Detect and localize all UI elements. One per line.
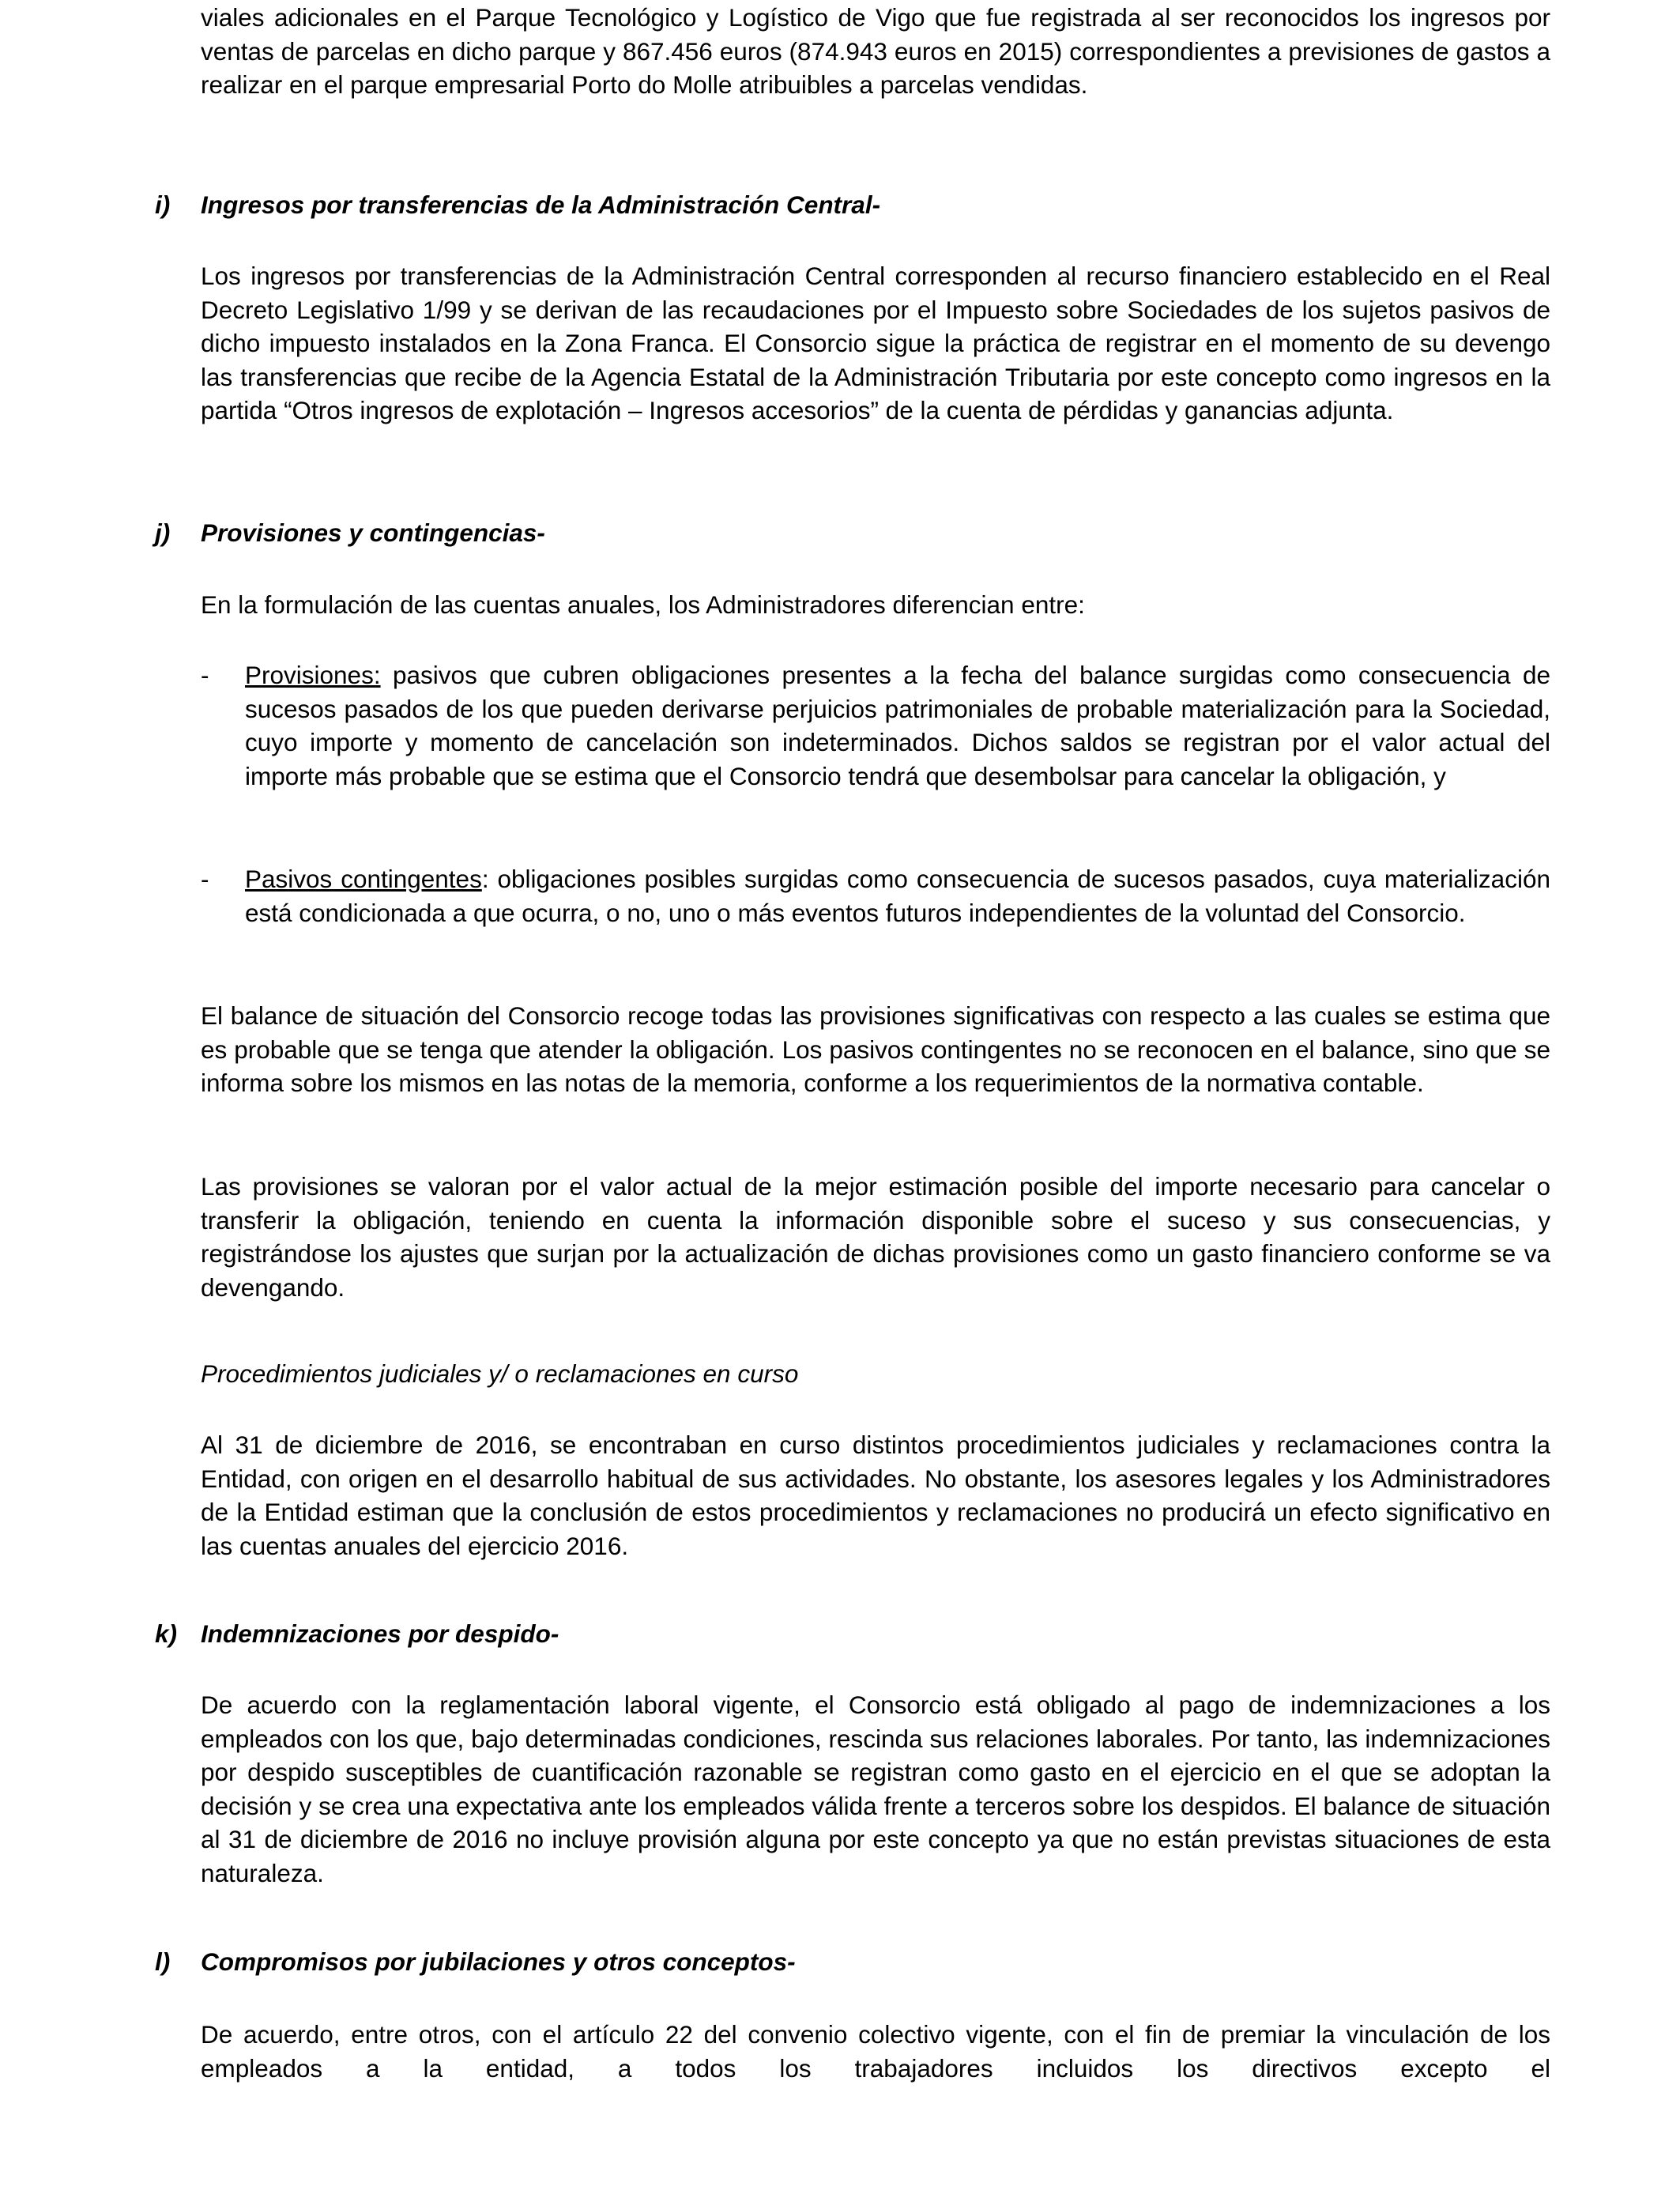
section-i-title: Ingresos por transferencias de la Administración Central- — [201, 190, 881, 219]
section-l-heading — [155, 1945, 1546, 1979]
bullet-dash: - — [201, 661, 209, 689]
section-k-letter: k) — [155, 1619, 178, 1648]
section-j-intro: En la formulación de las cuentas anuales, los Administradores diferencian entre: — [201, 590, 1085, 619]
section-j-paragraph-1: El balance de situación del Consorcio recoge todas las provisiones significativas con respecto a las cuales se estima que es probable que se tenga que atender la obligación. Los pasivos contingentes no se reconocen en el balance, sino que se informa sobre los mismos en las notas de la memoria, conforme a los requerimientos de la normativa contable. — [201, 1001, 1550, 1097]
bullet-term: Provisiones: — [245, 661, 381, 689]
bullet-text — [245, 862, 1550, 929]
section-i-letter: i) — [155, 190, 171, 219]
section-l-paragraph: De acuerdo, entre otros, con el artículo 22 del convenio colectivo vigente, con el fin de premiar la vinculación de los empleados a la entidad, a todos los trabajadores incluidos los directivos excepto el — [201, 2020, 1550, 2083]
section-l-title: Compromisos por jubilaciones y otros conceptos- — [201, 1947, 796, 1976]
bullet-dash: - — [201, 865, 209, 893]
section-i-paragraph: Los ingresos por transferencias de la Administración Central corresponden al recurso financiero establecido en el Real Decreto Legislativo 1/99 y se derivan de las recaudaciones por el Impuesto sobre Sociedades de los sujetos pasivos de dicho impuesto instalados en la Zona Franca. El Consorcio sigue la práctica de registrar en el momento de su devengo las transferencias que recibe de la Agencia Estatal de la Administración Tributaria por este concepto como ingresos en la partida “Otros ingresos de explotación – Ingresos accesorios” de la cuenta de pérdidas y ganancias adjunta. — [201, 262, 1550, 424]
section-i-heading — [155, 188, 1546, 222]
section-j-title: Provisiones y contingencias- — [201, 518, 545, 547]
section-j-paragraph-2: Las provisiones se valoran por el valor actual de la mejor estimación posible del importe necesario para cancelar o transferir la obligación, teniendo en cuenta la información disponible sobre el suceso y sus consecuencias, y registrándose los ajustes que surjan por la actualización de dichas provisiones como un gasto financiero conforme se va devengando. — [201, 1172, 1550, 1302]
intro-paragraph: viales adicionales en el Parque Tecnológico y Logístico de Vigo que fue registrada al ser reconocidos los ingresos por ventas de parcelas en dicho parque y 867.456 euros (874.943 euros en 2015) correspondientes a previsiones de gastos a realizar en el parque empresarial Porto do Molle atribuibles a parcelas vendidas. — [201, 3, 1550, 99]
section-k-heading — [155, 1617, 1546, 1651]
bullet-rest: pasivos que cubren obligaciones presentes a la fecha del balance surgidas como consecuencia de sucesos pasados de los que pueden derivarse perjuicios patrimoniales de probable materialización para la Sociedad, cuyo importe y momento de cancelación son indeterminados. Dichos saldos se registran por el valor actual del importe más probable que se estima que el Consorcio tendrá que desembolsar para cancelar la obligación, y — [245, 661, 1550, 790]
section-l-letter: l) — [155, 1947, 171, 1976]
section-k-title: Indemnizaciones por despido- — [201, 1619, 559, 1648]
bullet-rest: : obligaciones posibles surgidas como consecuencia de sucesos pasados, cuya materialización está condicionada a que ocurra, o no, uno o más eventos futuros independientes de la voluntad del Consorcio. — [245, 865, 1550, 927]
bullet-provisiones — [201, 658, 1550, 793]
bullet-term: Pasivos contingentes — [245, 865, 482, 893]
section-k-paragraph: De acuerdo con la reglamentación laboral vigente, el Consorcio está obligado al pago de indemnizaciones a los empleados con los que, bajo determinadas condiciones, rescinda sus relaciones laborales. Por tanto, las indemnizaciones por despido susceptibles de cuantificación razonable se registran como gasto en el ejercicio en el que se adoptan la decisión y se crea una expectativa ante los empleados válida frente a terceros sobre los despidos. El balance de situación al 31 de diciembre de 2016 no incluye provisión alguna por este concepto ya que no están previstas situaciones de esta naturaleza. — [201, 1691, 1550, 1887]
section-j-subheading: Procedimientos judiciales y/ o reclamaciones en curso — [201, 1359, 799, 1388]
section-j-heading — [155, 516, 1546, 550]
bullet-pasivos-contingentes — [201, 862, 1550, 929]
section-j-letter: j) — [155, 518, 171, 547]
bullet-text — [245, 658, 1550, 793]
section-j-subparagraph: Al 31 de diciembre de 2016, se encontraban en curso distintos procedimientos judiciales y reclamaciones contra la Entidad, con origen en el desarrollo habitual de sus actividades. No obstante, los asesores legales y los Administradores de la Entidad estiman que la conclusión de estos procedimientos y reclamaciones no producirá un efecto significativo en las cuentas anuales del ejercicio 2016. — [201, 1431, 1550, 1560]
